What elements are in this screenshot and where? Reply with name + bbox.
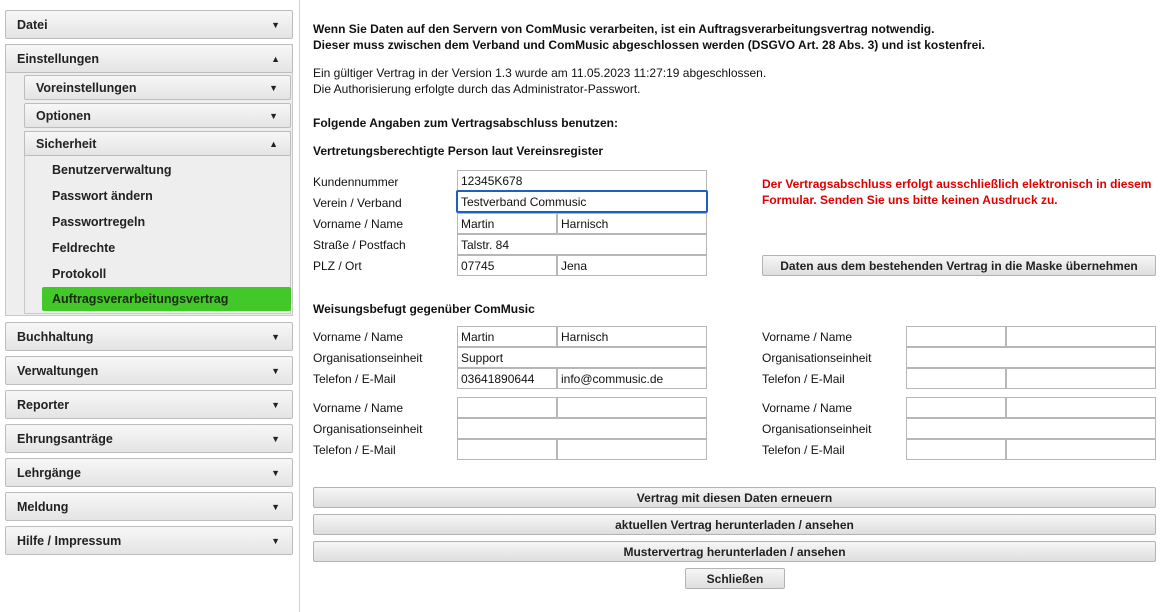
menu-sicherheit[interactable]	[24, 131, 291, 156]
menu-passwortregeln[interactable]: Passwortregeln	[52, 215, 146, 229]
auth4-email-input[interactable]	[1006, 439, 1156, 460]
chevron-down-icon: ▼	[271, 19, 280, 30]
menu-auftragsverarbeitungsvertrag[interactable]: Auftragsverarbeitungsvertrag	[42, 287, 291, 311]
rep-name-input[interactable]	[557, 213, 707, 234]
auth1-telefon-input[interactable]	[457, 368, 557, 389]
aktuellen-vertrag-button[interactable]: aktuellen Vertrag herunterladen / ansehen	[313, 514, 1156, 535]
menu-lehrgaenge[interactable]	[5, 458, 293, 487]
auth1-name-input[interactable]	[557, 326, 707, 347]
label-tel-mail: Telefon / E-Mail	[313, 443, 396, 457]
menu-hilfe-impressum[interactable]	[5, 526, 293, 555]
mustervertrag-button[interactable]: Mustervertrag herunterladen / ansehen	[313, 541, 1156, 562]
auth3-name-input[interactable]	[557, 397, 707, 418]
chevron-down-icon: ▼	[269, 110, 278, 121]
menu-verwaltungen[interactable]	[5, 356, 293, 385]
section-weisung: Weisungsbefugt gegenüber ComMusic	[313, 302, 535, 316]
menu-buchhaltung-label: Buchhaltung	[17, 329, 94, 344]
chevron-up-icon: ▲	[269, 138, 278, 149]
contract-status-line-2: Die Authorisierung erfolgte durch das Administrator-Passwort.	[313, 82, 641, 96]
label-verein: Verein / Verband	[313, 196, 402, 210]
label-kundennummer: Kundennummer	[313, 175, 399, 189]
menu-meldung-label: Meldung	[17, 499, 69, 514]
contract-status-line-1: Ein gültiger Vertrag in der Version 1.3 wurde am 11.05.2023 11:27:19 abgeschlossen.	[313, 66, 767, 80]
menu-einstellungen[interactable]	[5, 44, 293, 73]
label-tel-mail: Telefon / E-Mail	[762, 372, 845, 386]
label-vorname-name: Vorname / Name	[313, 217, 404, 231]
label-org: Organisationseinheit	[762, 351, 872, 365]
auth2-name-input[interactable]	[1006, 326, 1156, 347]
menu-benutzerverwaltung[interactable]: Benutzerverwaltung	[52, 163, 172, 177]
menu-datei[interactable]	[5, 10, 293, 39]
label-tel-mail: Telefon / E-Mail	[313, 372, 396, 386]
section-folgende: Folgende Angaben zum Vertragsabschluss benutzen:	[313, 116, 618, 130]
auth2-vorname-input[interactable]	[906, 326, 1006, 347]
chevron-down-icon: ▼	[271, 535, 280, 546]
verein-input[interactable]	[456, 190, 708, 213]
chevron-down-icon: ▼	[271, 399, 280, 410]
menu-feldrechte[interactable]: Feldrechte	[52, 241, 116, 255]
vertrag-erneuern-button[interactable]: Vertrag mit diesen Daten erneuern	[313, 487, 1156, 508]
label-vorname-name: Vorname / Name	[313, 401, 404, 415]
menu-optionen-label: Optionen	[36, 108, 91, 123]
label-vorname-name: Vorname / Name	[762, 330, 853, 344]
label-plz-ort: PLZ / Ort	[313, 259, 362, 273]
auth2-email-input[interactable]	[1006, 368, 1156, 389]
chevron-down-icon: ▼	[271, 365, 280, 376]
strasse-input[interactable]	[457, 234, 707, 255]
label-vorname-name: Vorname / Name	[762, 401, 853, 415]
menu-meldung[interactable]	[5, 492, 293, 521]
auth3-vorname-input[interactable]	[457, 397, 557, 418]
auth1-vorname-input[interactable]	[457, 326, 557, 347]
menu-voreinstellungen-label: Voreinstellungen	[36, 80, 137, 95]
chevron-up-icon: ▲	[271, 53, 280, 64]
menu-ehrungsantraege[interactable]	[5, 424, 293, 453]
menu-passwort-aendern[interactable]: Passwort ändern	[52, 189, 153, 203]
uebernehmen-button[interactable]: Daten aus dem bestehenden Vertrag in die Maske übernehmen	[762, 255, 1156, 276]
intro-line-1: Wenn Sie Daten auf den Servern von ComMusic verarbeiten, ist ein Auftragsverarbeitungsvertrag notwendig.	[313, 22, 935, 36]
label-org: Organisationseinheit	[313, 422, 423, 436]
auth3-email-input[interactable]	[557, 439, 707, 460]
chevron-down-icon: ▼	[269, 82, 278, 93]
auth2-org-input[interactable]	[906, 347, 1156, 368]
menu-hilfe-label: Hilfe / Impressum	[17, 533, 122, 548]
intro-line-2: Dieser muss zwischen dem Verband und ComMusic abgeschlossen werden (DSGVO Art. 28 Abs. 3) und ist kostenfrei.	[313, 38, 985, 52]
section-vertretung: Vertretungsberechtigte Person laut Vereinsregister	[313, 144, 604, 158]
chevron-down-icon: ▼	[271, 501, 280, 512]
kundennummer-input[interactable]	[457, 170, 707, 191]
auth3-org-input[interactable]	[457, 418, 707, 439]
label-vorname-name: Vorname / Name	[313, 330, 404, 344]
menu-reporter-label: Reporter	[17, 397, 70, 412]
menu-sicherheit-label: Sicherheit	[36, 136, 97, 151]
menu-voreinstellungen[interactable]	[24, 75, 291, 100]
menu-datei-label: Datei	[17, 17, 48, 32]
plz-input[interactable]	[457, 255, 557, 276]
auth1-org-input[interactable]	[457, 347, 707, 368]
chevron-down-icon: ▼	[271, 467, 280, 478]
auth3-telefon-input[interactable]	[457, 439, 557, 460]
auth4-org-input[interactable]	[906, 418, 1156, 439]
label-org: Organisationseinheit	[762, 422, 872, 436]
menu-einstellungen-label: Einstellungen	[17, 51, 99, 66]
auth4-vorname-input[interactable]	[906, 397, 1006, 418]
auth1-email-input[interactable]	[557, 368, 707, 389]
menu-lehrgaenge-label: Lehrgänge	[17, 465, 81, 480]
menu-reporter[interactable]	[5, 390, 293, 419]
auth4-telefon-input[interactable]	[906, 439, 1006, 460]
auth2-telefon-input[interactable]	[906, 368, 1006, 389]
label-org: Organisationseinheit	[313, 351, 423, 365]
menu-ehrungsantraege-label: Ehrungsanträge	[17, 431, 113, 446]
schliessen-button[interactable]: Schließen	[685, 568, 785, 589]
sidebar	[0, 0, 300, 612]
menu-protokoll[interactable]: Protokoll	[52, 267, 107, 281]
menu-buchhaltung[interactable]	[5, 322, 293, 351]
label-strasse: Straße / Postfach	[313, 238, 406, 252]
rep-vorname-input[interactable]	[457, 213, 557, 234]
auth4-name-input[interactable]	[1006, 397, 1156, 418]
warning-line-2: Formular. Senden Sie uns bitte keinen Ausdruck zu.	[762, 193, 1058, 207]
warning-line-1: Der Vertragsabschluss erfolgt ausschließlich elektronisch in diesem	[762, 177, 1152, 191]
chevron-down-icon: ▼	[271, 433, 280, 444]
label-tel-mail: Telefon / E-Mail	[762, 443, 845, 457]
menu-optionen[interactable]	[24, 103, 291, 128]
menu-verwaltungen-label: Verwaltungen	[17, 363, 99, 378]
ort-input[interactable]	[557, 255, 707, 276]
chevron-down-icon: ▼	[271, 331, 280, 342]
